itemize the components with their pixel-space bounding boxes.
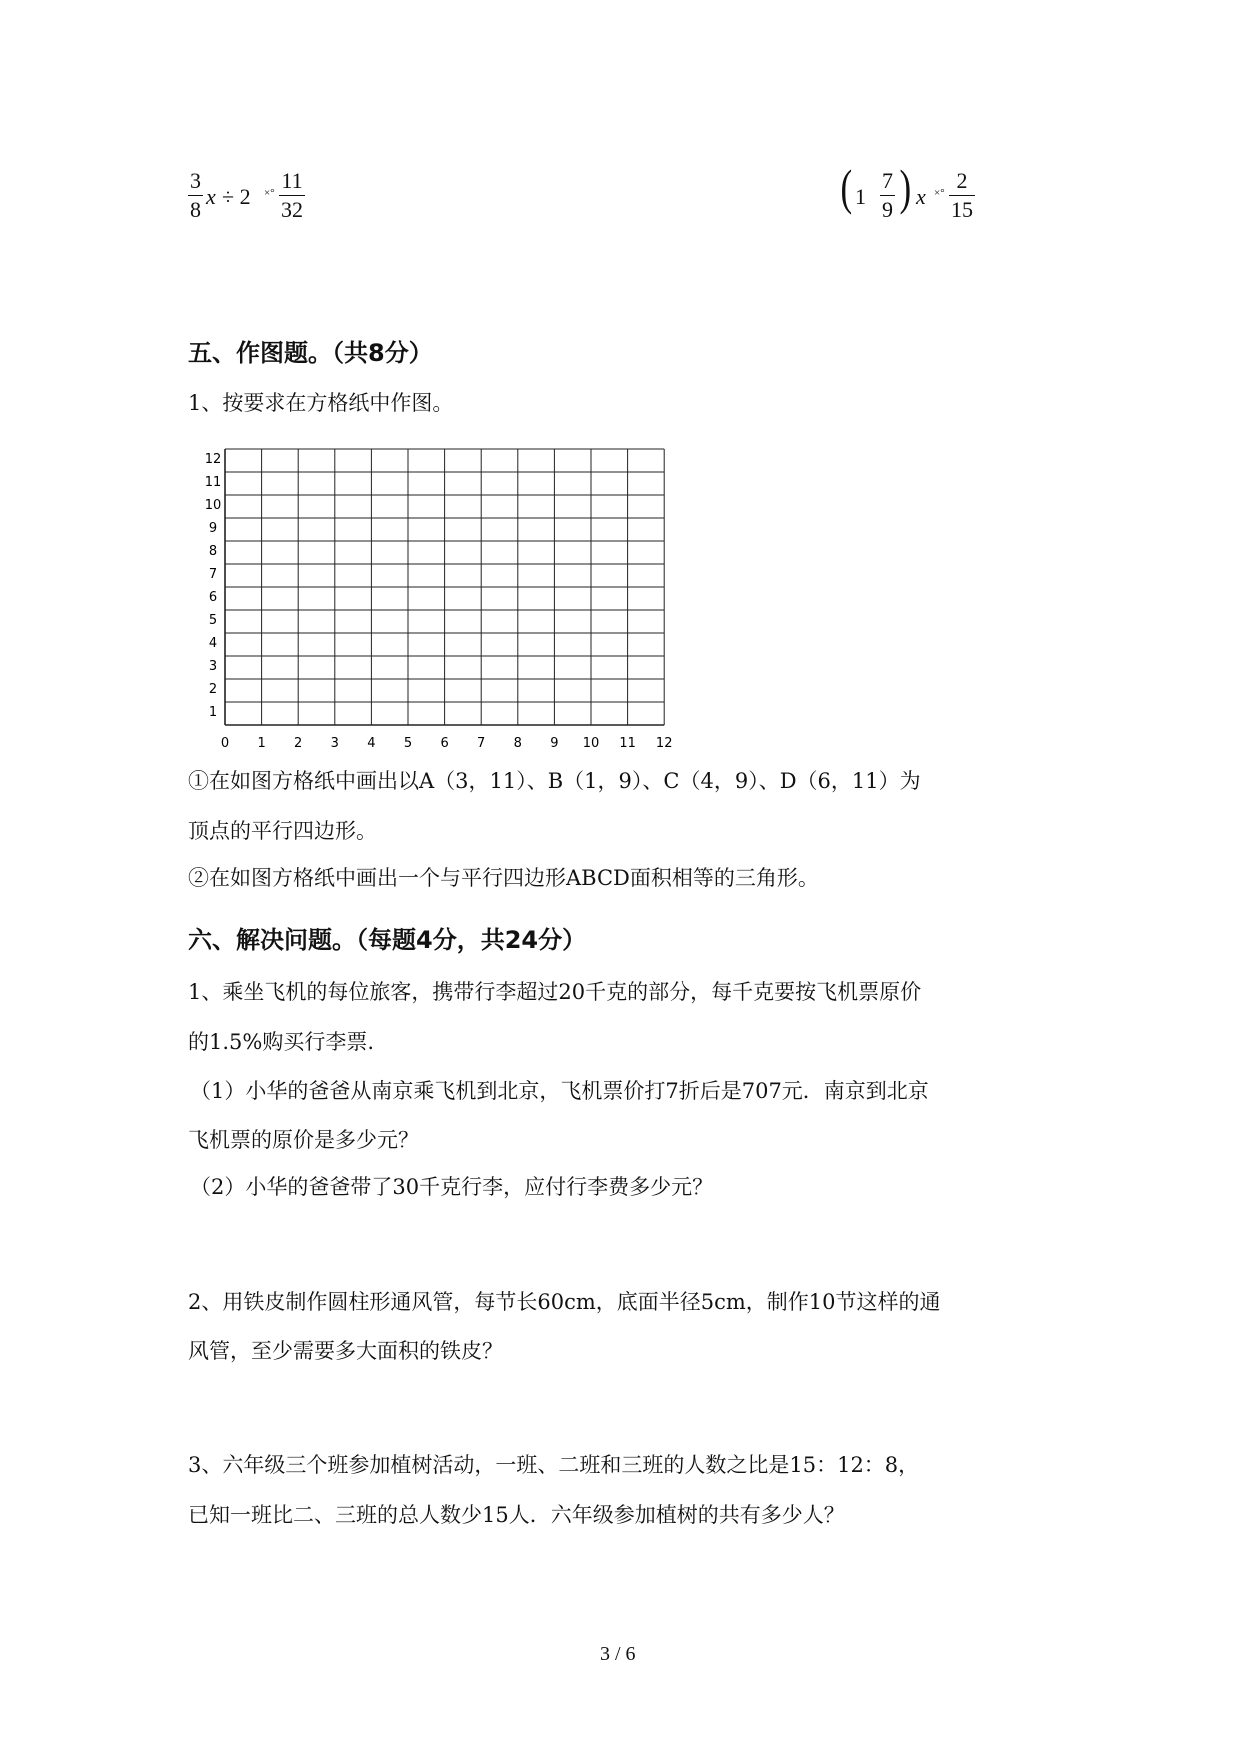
eq-right-frac2-denominator: 15: [951, 197, 973, 222]
eq-left-variable: [206, 184, 216, 210]
eq-left-frac1-numerator: 3: [190, 168, 201, 193]
y-axis-tick-label: 9: [208, 521, 218, 536]
x-axis-tick-label: 6: [440, 736, 449, 751]
section-5-heading: 五、作图题。（共8分）: [188, 339, 433, 367]
y-axis-tick-label: 6: [208, 590, 218, 605]
eq-right-open-paren: (: [840, 159, 853, 215]
x-axis-tick-label: 12: [655, 736, 673, 751]
eq-left-mark: ×°: [264, 187, 275, 199]
section-6-q3-line-1: 3、六年级三个班参加植树活动，一班、二班和三班的人数之比是15：12：8，: [188, 1453, 920, 1477]
eq-right-frac1-denominator: 9: [882, 197, 893, 222]
section-6-heading: 六、解决问题。（每题4分，共24分）: [188, 926, 587, 954]
x-axis-tick-label: 0: [220, 736, 230, 751]
section-6-q1-line-1: 1、乘坐飞机的每位旅客，携带行李超过20千克的部分，每千克要按飞机票原价: [188, 980, 922, 1004]
section-6-q1-sub-2: （2）小华的爸爸带了30千克行李，应付行李费多少元？: [190, 1175, 714, 1199]
section-5-sub-2: ②在如图方格纸中画出一个与平行四边形ABCD面积相等的三角形。: [188, 866, 819, 890]
section-5-sub-1-line-2: 顶点的平行四边形。: [188, 819, 377, 843]
x-axis-tick-label: 10: [582, 736, 600, 751]
eq-right-close-paren: ): [899, 159, 912, 215]
y-axis-tick-label: 3: [208, 659, 218, 674]
y-axis-tick-label: 2: [208, 682, 218, 697]
y-axis-tick-label: 10: [204, 498, 222, 513]
page-number: 3 / 6: [600, 1643, 636, 1665]
eq-left-frac2-numerator: 11: [281, 168, 303, 193]
section-6-q1-sub-1-line-2: 飞机票的原价是多少元？: [188, 1128, 419, 1152]
eq-left-fraction-2: [279, 170, 305, 221]
y-axis-tick-label: 11: [204, 475, 222, 490]
eq-right-var-x: x: [916, 184, 926, 209]
eq-right-fraction-1: [880, 170, 895, 221]
x-axis-labels: [221, 736, 673, 751]
y-axis-tick-label: 5: [208, 613, 218, 628]
eq-right-frac1-numerator: 7: [882, 168, 893, 193]
section-6-q3-line-2: 已知一班比二、三班的总人数少15人．六年级参加植树的共有多少人？: [188, 1503, 845, 1527]
y-axis-tick-label: 1: [208, 705, 218, 720]
x-axis-tick-label: 11: [619, 736, 636, 751]
section-5-sub-1-line-1: ①在如图方格纸中画出以A（3，11）、B（1，9）、C（4，9）、D（6，11）为: [188, 769, 921, 793]
y-axis-tick-label: 8: [208, 544, 218, 559]
section-6-q1-line-2: 的1.5%购买行李票.: [188, 1030, 375, 1054]
eq-right-fraction-2: [949, 170, 975, 221]
y-axis-labels: [205, 452, 222, 720]
eq-right-frac2-numerator: 2: [956, 168, 968, 193]
section-6-q2-line-2: 风管，至少需要多大面积的铁皮？: [188, 1339, 503, 1363]
grid-lines: [225, 449, 664, 725]
y-axis-tick-label: 7: [208, 567, 218, 582]
eq-right-variable: [916, 184, 926, 210]
section-6-q1-sub-1-line-1: （1）小华的爸爸从南京乘飞机到北京，飞机票价打7折后是707元．南京到北京: [190, 1079, 929, 1103]
eq-right-mark: ×°: [934, 187, 945, 199]
x-axis-tick-label: 5: [403, 736, 413, 751]
x-axis-tick-label: 3: [330, 736, 339, 751]
y-axis-tick-label: 12: [204, 452, 222, 467]
eq-left-frac1-denominator: 8: [190, 197, 201, 222]
x-axis-tick-label: 9: [550, 736, 559, 751]
section-6-q2-line-1: 2、用铁皮制作圆柱形通风管，每节长60cm，底面半径5cm，制作10节这样的通: [188, 1290, 941, 1314]
eq-left-frac2-denominator: 32: [281, 197, 303, 222]
x-axis-tick-label: 8: [513, 736, 522, 751]
x-axis-tick-label: 7: [477, 736, 486, 751]
eq-left-fraction-1: [188, 170, 203, 221]
section-5-question-1: 1、按要求在方格纸中作图。: [188, 391, 454, 415]
x-axis-tick-label: 4: [367, 736, 376, 751]
x-axis-tick-label: 1: [257, 736, 266, 751]
eq-right-lead: 1: [855, 184, 866, 209]
coordinate-grid: [185, 435, 685, 753]
eq-left-operator: ÷ 2: [222, 184, 251, 209]
eq-left-var-x: x: [206, 184, 216, 209]
y-axis-tick-label: 4: [208, 636, 218, 651]
x-axis-tick-label: 2: [294, 736, 303, 751]
